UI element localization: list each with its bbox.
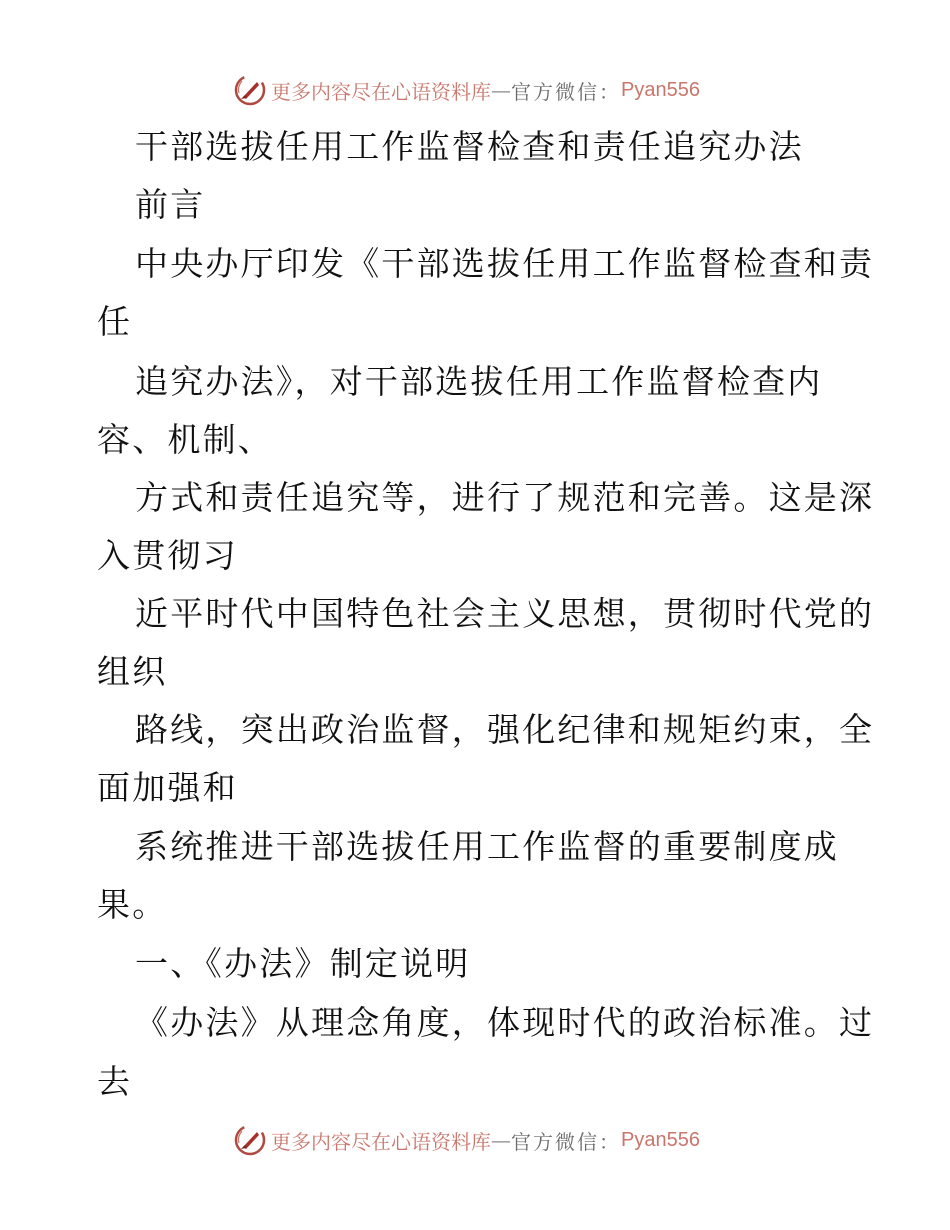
paragraph-line: 去 xyxy=(97,1062,133,1101)
watermark-wechat-id: Pyan556 xyxy=(621,1128,700,1151)
watermark-brand-text: 更多内容尽在心语资料库 xyxy=(271,1129,491,1154)
feather-pen-logo-icon xyxy=(233,73,267,107)
paragraph-line: 任 xyxy=(97,302,133,341)
footer-watermark xyxy=(233,1120,700,1160)
preface-heading: 前言 xyxy=(135,185,206,224)
watermark-dash: — xyxy=(491,78,511,102)
paragraph-line: 追究办法》，对干部选拔任用工作监督检查内 xyxy=(135,362,823,401)
document-title: 干部选拔任用工作监督检查和责任追究办法 xyxy=(135,127,804,166)
paragraph-line: 系统推进干部选拔任用工作监督的重要制度成 xyxy=(135,827,839,866)
watermark-brand-text: 更多内容尽在心语资料库 xyxy=(271,79,491,104)
paragraph-line: 面加强和 xyxy=(97,768,238,807)
paragraph-line: 果。 xyxy=(97,885,168,924)
feather-pen-logo-icon xyxy=(233,1123,267,1157)
paragraph-line: 中央办厅印发《干部选拔任用工作监督检查和责 xyxy=(135,244,875,283)
watermark-wechat-id: Pyan556 xyxy=(621,78,700,101)
paragraph-line: 方式和责任追究等，进行了规范和完善。这是深 xyxy=(135,478,875,517)
paragraph-line: 组织 xyxy=(97,652,168,691)
section-heading: 一、《办法》制定说明 xyxy=(135,944,471,983)
watermark-dash: — xyxy=(491,1128,511,1152)
paragraph-line: 容、机制、 xyxy=(97,420,273,459)
paragraph-line: 路线，突出政治监督，强化纪律和规矩约束，全 xyxy=(135,710,875,749)
watermark-label: 官方微信： xyxy=(511,79,621,104)
watermark-label: 官方微信： xyxy=(511,1129,621,1154)
paragraph-line: 《办法》从理念角度，体现时代的政治标准。过 xyxy=(135,1003,875,1042)
paragraph-line: 近平时代中国特色社会主义思想，贯彻时代党的 xyxy=(135,594,875,633)
paragraph-line: 入贯彻习 xyxy=(97,536,238,575)
header-watermark xyxy=(233,70,700,110)
